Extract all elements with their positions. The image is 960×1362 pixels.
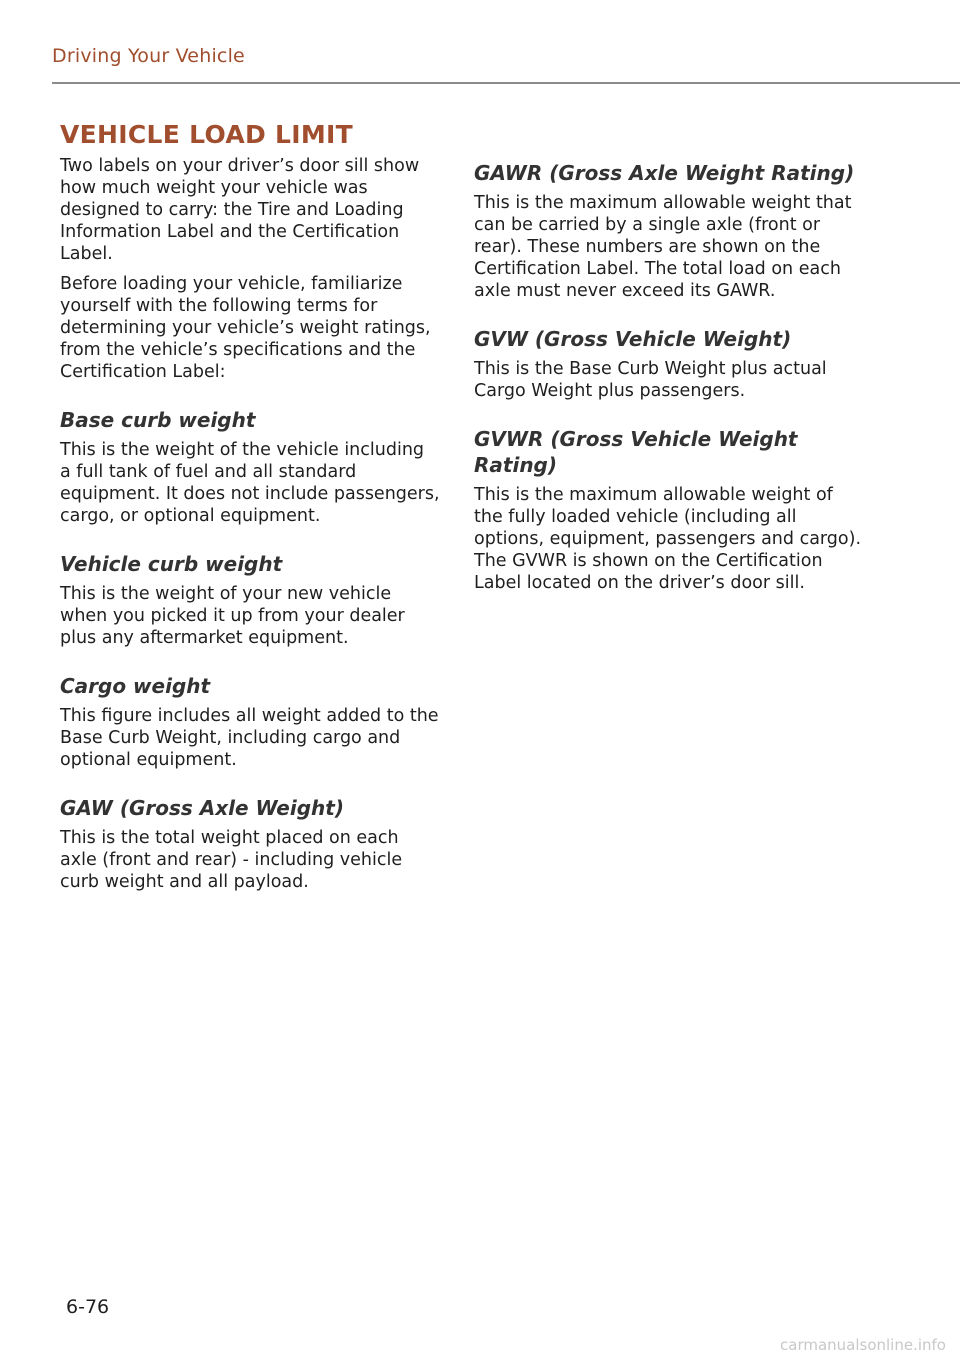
intro-paragraph-1: Two labels on your driver’s door sill show how much weight your vehicle was designed to carry: the Tire and Loading Information Label and the Certification Label. [60, 156, 420, 264]
term-title-gvw: GVW (Gross Vehicle Weight) [474, 327, 792, 351]
right-column [474, 160, 864, 602]
header-divider [52, 82, 960, 84]
term-body-cargo-weight: This figure includes all weight added to the Base Curb Weight, including cargo and optional equipment. [60, 706, 439, 770]
page-number: 6-76 [66, 1296, 110, 1318]
term-body-gaw: This is the total weight placed on each axle (front and rear) - including vehicle curb weight and all payload. [60, 828, 403, 892]
term-title-base-curb-weight: Base curb weight [60, 408, 256, 432]
term-body-gawr: This is the maximum allowable weight that can be carried by a single axle (front or rear). These numbers are shown on the Certification Label. The total load on each axle must never exceed its GAWR. [474, 193, 852, 301]
term-title-cargo-weight: Cargo weight [60, 674, 211, 698]
term-title-gaw: GAW (Gross Axle Weight) [60, 796, 344, 820]
page-header-title: Driving Your Vehicle [52, 45, 245, 67]
term-body-vehicle-curb-weight: This is the weight of your new vehicle when you picked it up from your dealer plus any aftermarket equipment. [60, 584, 405, 648]
watermark: carmanualsonline.info [780, 1336, 946, 1354]
term-title-vehicle-curb-weight: Vehicle curb weight [60, 552, 283, 576]
intro-paragraph-2: Before loading your vehicle, familiarize yourself with the following terms for determining your vehicle’s weight ratings, from the vehicle’s specifications and the Certification Label: [60, 274, 431, 382]
term-body-base-curb-weight: This is the weight of the vehicle including a full tank of fuel and all standard equipment. It does not include passengers, cargo, or optional equipment. [60, 440, 440, 526]
term-body-gvwr: This is the maximum allowable weight of the fully loaded vehicle (including all options, equipment, passengers and cargo). The GVWR is shown on the Certification Label located on the driver’s door sill. [474, 485, 862, 593]
left-column [60, 120, 440, 901]
term-body-gvw: This is the Base Curb Weight plus actual Cargo Weight plus passengers. [474, 359, 827, 401]
section-title: VEHICLE LOAD LIMIT [60, 120, 353, 149]
term-title-gawr: GAWR (Gross Axle Weight Rating) [474, 161, 855, 185]
term-title-gvwr: GVWR (Gross Vehicle Weight Rating) [474, 427, 798, 477]
